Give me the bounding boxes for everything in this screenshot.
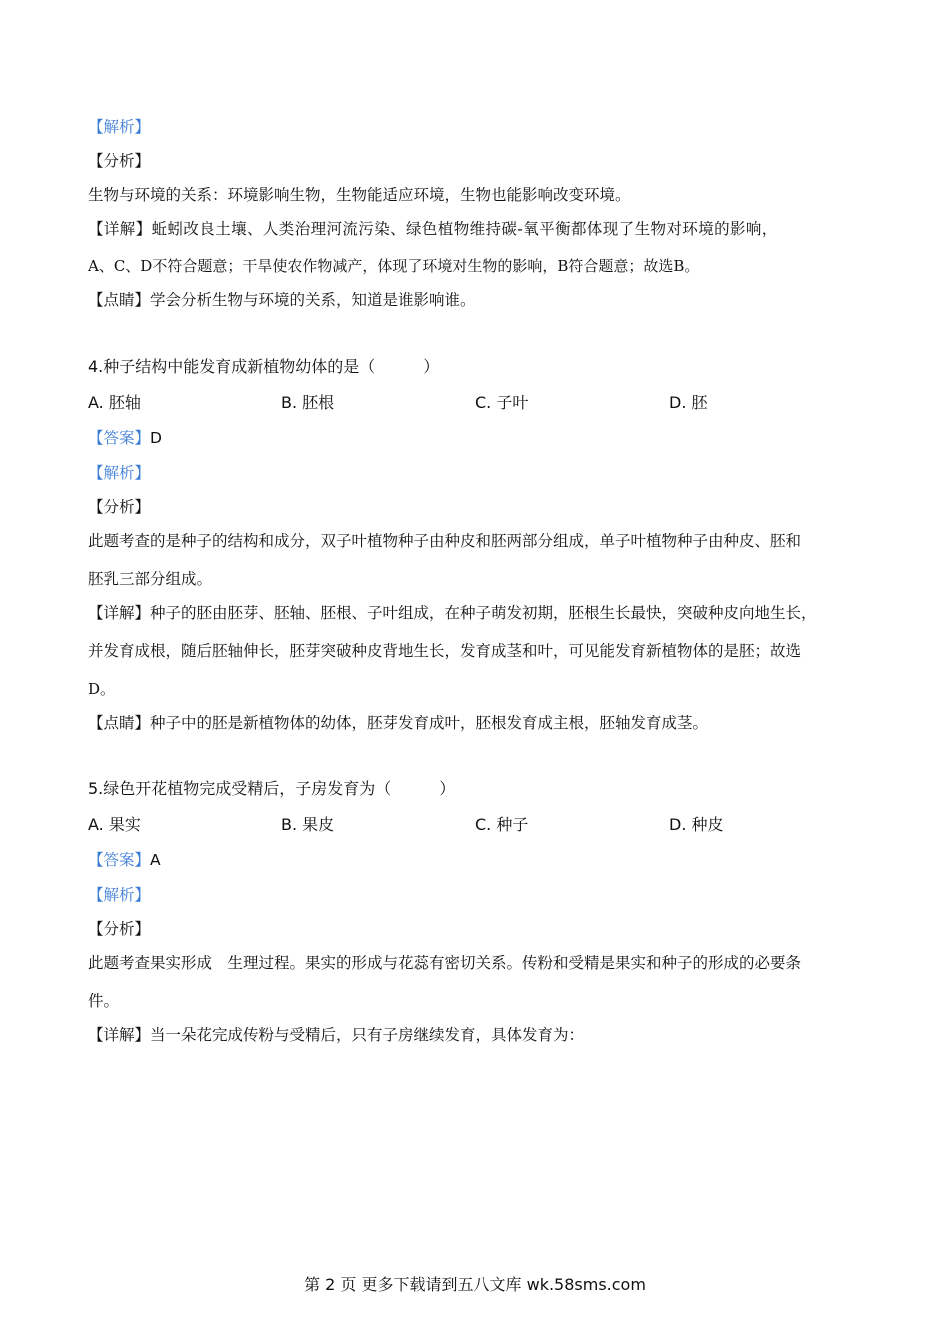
q5-option-c: C. 种子 bbox=[475, 815, 529, 834]
q5-analysis-line2: 件。 bbox=[88, 992, 120, 1010]
answer-value: A bbox=[150, 851, 161, 869]
answer-value: D bbox=[150, 429, 162, 447]
q4-answer bbox=[88, 428, 162, 448]
question-5: 5.绿色开花植物完成受精后，子房发育为（ ） bbox=[88, 779, 456, 798]
q5-answer bbox=[88, 850, 161, 870]
q5-option-a: A. 果实 bbox=[88, 815, 141, 834]
q4-analysis-line2: 胚乳三部分组成。 bbox=[88, 570, 213, 588]
q5-option-b: B. 果皮 bbox=[281, 815, 335, 834]
q4-option-d: D. 胚 bbox=[669, 393, 708, 412]
dianjing-prev: 【点睛】学会分析生物与环境的关系，知道是谁影响谁。 bbox=[88, 291, 476, 309]
q4-jiexi-tag: 【解析】 bbox=[88, 464, 151, 482]
q4-analysis-line1: 此题考查的是种子的结构和成分，双子叶植物种子由种皮和胚两部分组成，单子叶植物种子由种皮、胚和 bbox=[88, 532, 802, 550]
answer-tag: 【答案】 bbox=[88, 429, 151, 447]
q5-detail-line1: 【详解】当一朵花完成传粉与受精后，只有子房继续发育，具体发育为： bbox=[88, 1026, 585, 1044]
q5-jiexi-tag: 【解析】 bbox=[88, 886, 151, 904]
answer-tag: 【答案】 bbox=[88, 851, 151, 869]
q5-analysis-line1: 此题考查果实形成 生理过程。果实的形成与花蕊有密切关系。传粉和受精是果实和种子的形成的必要条 bbox=[88, 954, 802, 972]
q5-fenxi-tag: 【分析】 bbox=[88, 920, 151, 938]
q4-option-c: C. 子叶 bbox=[475, 393, 529, 412]
fenxi-tag-prev: 【分析】 bbox=[88, 152, 151, 170]
q4-fenxi-tag: 【分析】 bbox=[88, 498, 151, 516]
analysis-prev: 生物与环境的关系：环境影响生物，生物能适应环境，生物也能影响改变环境。 bbox=[88, 186, 631, 204]
q4-detail-line1: 【详解】种子的胚由胚芽、胚轴、胚根、子叶组成，在种子萌发初期，胚根生长最快，突破种皮向地生长， bbox=[88, 604, 817, 622]
detail-prev-line2: A、C、D不符合题意；干旱使农作物减产，体现了环境对生物的影响，B符合题意；故选B。 bbox=[88, 257, 700, 275]
q4-option-b: B. 胚根 bbox=[281, 393, 335, 412]
q4-dianjing: 【点睛】种子中的胚是新植物体的幼体，胚芽发育成叶，胚根发育成主根，胚轴发育成茎。 bbox=[88, 714, 709, 732]
jiexi-tag-prev: 【解析】 bbox=[88, 118, 151, 136]
detail-prev-line1: 【详解】蚯蚓改良土壤、人类治理河流污染、绿色植物维持碳-氧平衡都体现了生物对环境的影响， bbox=[88, 220, 778, 238]
q4-option-a: A. 胚轴 bbox=[88, 393, 141, 412]
page-footer: 第 2 页 更多下载请到五八文库 wk.58sms.com bbox=[304, 1275, 646, 1294]
q4-detail-line2: 并发育成根，随后胚轴伸长，胚芽突破种皮背地生长，发育成茎和叶，可见能发育新植物体的是胚；故选 bbox=[88, 642, 802, 660]
question-4: 4.种子结构中能发育成新植物幼体的是（ ） bbox=[88, 357, 440, 376]
q4-detail-line3: D。 bbox=[88, 680, 116, 698]
q5-option-d: D. 种皮 bbox=[669, 815, 724, 834]
